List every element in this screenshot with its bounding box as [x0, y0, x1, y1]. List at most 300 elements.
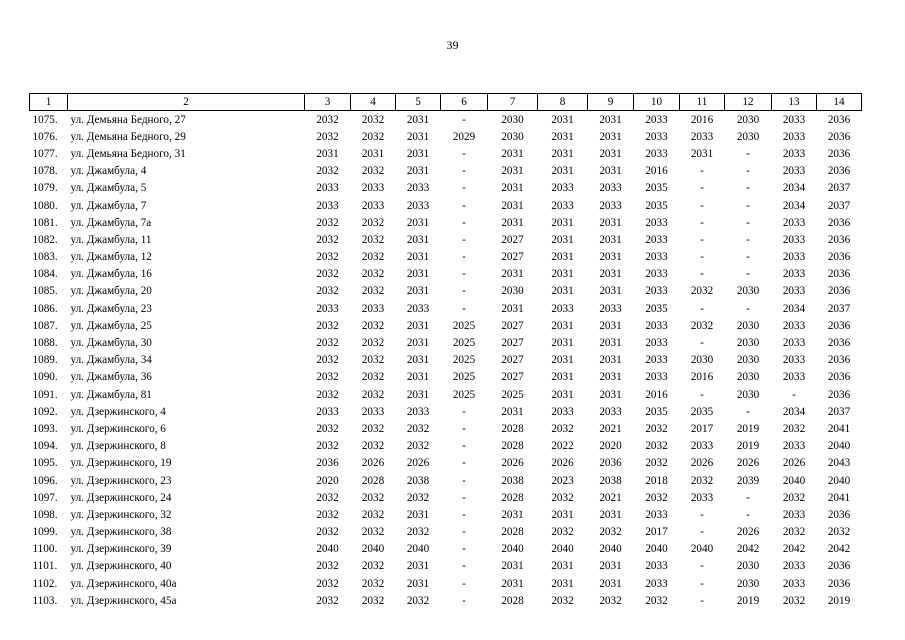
year-cell: 2033	[782, 371, 806, 384]
year-cell: 2031	[406, 560, 430, 573]
year-cell: 2030	[501, 130, 524, 143]
table-row	[30, 249, 862, 266]
address-cell: ул. Дзержинского, 6	[70, 422, 166, 435]
year-cell: -	[462, 216, 466, 229]
year-cell: 2025	[501, 388, 524, 401]
year-cell: 2033	[690, 440, 714, 453]
address-cell: ул. Джамбула, 36	[70, 371, 152, 384]
year-cell: 2033	[782, 113, 806, 126]
year-cell: 2032	[316, 251, 339, 264]
year-cell: -	[700, 233, 704, 246]
year-cell: -	[700, 508, 704, 521]
year-cell: 2032	[316, 440, 339, 453]
year-cell: 2031	[406, 577, 430, 590]
year-cell: 2040	[827, 474, 851, 487]
year-cell: 2031	[599, 216, 622, 229]
address-cell: ул. Джамбула, 34	[70, 354, 152, 367]
row-number: 1098.	[32, 508, 58, 521]
year-cell: 2033	[782, 147, 806, 160]
row-number: 1082.	[32, 233, 58, 246]
address-cell: ул. Дзержинского, 40	[70, 560, 172, 573]
column-header: 14	[817, 94, 862, 111]
year-cell: 2031	[551, 233, 574, 246]
table-row	[30, 592, 862, 609]
year-cell: 2036	[827, 560, 851, 573]
year-cell: 2033	[782, 577, 806, 590]
row-number: 1101.	[32, 560, 58, 573]
year-cell: 2033	[645, 147, 668, 160]
year-cell: 2028	[361, 474, 385, 487]
year-cell: -	[700, 337, 704, 350]
address-cell: ул. Дзержинского, 40а	[70, 577, 177, 590]
year-cell: 2032	[361, 354, 385, 367]
year-cell: 2030	[690, 354, 714, 367]
row-number: 1103.	[32, 594, 58, 607]
year-cell: 2033	[782, 319, 806, 332]
year-cell: 2031	[551, 130, 574, 143]
year-cell: 2041	[827, 491, 851, 504]
table-row	[30, 541, 862, 558]
table-row	[30, 489, 862, 506]
year-cell: 2023	[551, 474, 574, 487]
year-cell: 2032	[782, 491, 806, 504]
year-cell: 2032	[645, 457, 668, 470]
year-cell: 2036	[827, 388, 851, 401]
year-cell: 2036	[827, 371, 851, 384]
year-cell: 2027	[501, 337, 524, 350]
year-cell: 2040	[406, 543, 430, 556]
year-cell: 2032	[361, 440, 385, 453]
year-cell: 2036	[599, 457, 622, 470]
year-cell: 2033	[406, 199, 430, 212]
year-cell: 2031	[406, 268, 430, 281]
year-cell: 2032	[361, 508, 385, 521]
year-cell: 2043	[827, 457, 851, 470]
year-cell: -	[746, 199, 750, 212]
year-cell: 2040	[690, 543, 714, 556]
year-cell: 2019	[827, 594, 851, 607]
year-cell: 2032	[316, 130, 339, 143]
row-number: 1086.	[32, 302, 58, 315]
year-cell: 2017	[645, 526, 668, 539]
year-cell: 2031	[551, 371, 574, 384]
year-cell: 2032	[316, 268, 339, 281]
year-cell: 2032	[316, 319, 339, 332]
year-cell: -	[462, 285, 466, 298]
year-cell: -	[700, 199, 704, 212]
year-cell: 2039	[736, 474, 760, 487]
year-cell: 2033	[782, 165, 806, 178]
year-cell: 2035	[645, 199, 668, 212]
year-cell: -	[746, 165, 750, 178]
row-number: 1076.	[32, 130, 58, 143]
table-row	[30, 128, 862, 145]
year-cell: 2031	[406, 337, 430, 350]
year-cell: 2033	[551, 182, 574, 195]
year-cell: 2032	[316, 113, 339, 126]
year-cell: 2032	[782, 422, 806, 435]
year-cell: 2036	[827, 319, 851, 332]
year-cell: 2030	[501, 285, 524, 298]
year-cell: 2032	[361, 319, 385, 332]
year-cell: 2032	[645, 491, 668, 504]
column-header: 5	[396, 94, 441, 111]
column-header: 9	[588, 94, 634, 111]
year-cell: 2026	[736, 526, 760, 539]
year-cell: -	[462, 422, 466, 435]
year-cell: 2032	[361, 113, 385, 126]
row-number: 1077.	[32, 147, 58, 160]
year-cell: 2032	[361, 526, 385, 539]
year-cell: 2033	[782, 354, 806, 367]
year-cell: 2033	[316, 199, 339, 212]
year-cell: 2036	[827, 147, 851, 160]
table-row	[30, 369, 862, 386]
year-cell: 2031	[551, 560, 574, 573]
table-row	[30, 180, 862, 197]
year-cell: 2040	[782, 474, 806, 487]
year-cell: 2019	[736, 440, 760, 453]
address-cell: ул. Дзержинского, 24	[70, 491, 172, 504]
header-row	[30, 94, 862, 111]
year-cell: 2032	[361, 594, 385, 607]
year-cell: 2031	[551, 165, 574, 178]
year-cell: -	[746, 405, 750, 418]
address-cell: ул. Джамбула, 7а	[70, 216, 152, 229]
year-cell: 2031	[599, 577, 622, 590]
column-header: 13	[772, 94, 817, 111]
year-cell: 2031	[551, 354, 574, 367]
year-cell: 2036	[316, 457, 339, 470]
year-cell: 2025	[452, 371, 476, 384]
year-cell: 2025	[452, 319, 476, 332]
year-cell: 2033	[361, 199, 385, 212]
year-cell: 2027	[501, 251, 524, 264]
year-cell: 2019	[736, 594, 760, 607]
address-cell: ул. Дзержинского, 38	[70, 526, 172, 539]
year-cell: 2031	[316, 147, 339, 160]
year-cell: 2031	[599, 354, 622, 367]
year-cell: 2031	[551, 388, 574, 401]
year-cell: -	[700, 388, 704, 401]
year-cell: 2033	[645, 113, 668, 126]
year-cell: 2031	[599, 319, 622, 332]
address-cell: ул. Джамбула, 23	[70, 302, 152, 315]
year-cell: 2032	[551, 491, 574, 504]
table-row	[30, 438, 862, 455]
year-cell: 2040	[361, 543, 385, 556]
year-cell: -	[746, 302, 750, 315]
year-cell: 2033	[645, 319, 668, 332]
year-cell: -	[746, 147, 750, 160]
year-cell: 2031	[599, 337, 622, 350]
year-cell: 2032	[316, 388, 339, 401]
year-cell: -	[462, 165, 466, 178]
year-cell: 2026	[361, 457, 385, 470]
year-cell: 2031	[501, 302, 524, 315]
address-cell: ул. Демьяна Бедного, 31	[70, 147, 186, 160]
year-cell: 2025	[452, 388, 476, 401]
year-cell: 2031	[551, 147, 574, 160]
year-cell: 2030	[736, 354, 760, 367]
year-cell: 2033	[316, 302, 339, 315]
year-cell: -	[700, 560, 704, 573]
year-cell: 2035	[645, 405, 668, 418]
year-cell: 2018	[645, 474, 668, 487]
year-cell: 2025	[452, 337, 476, 350]
year-cell: 2031	[551, 216, 574, 229]
year-cell: 2032	[827, 526, 851, 539]
year-cell: 2028	[501, 440, 524, 453]
year-cell: 2032	[316, 560, 339, 573]
year-cell: 2032	[599, 526, 622, 539]
year-cell: -	[462, 302, 466, 315]
table-row	[30, 403, 862, 420]
column-header: 4	[351, 94, 396, 111]
address-cell: ул. Дзержинского, 4	[70, 405, 166, 418]
year-cell: 2032	[406, 440, 430, 453]
year-cell: -	[700, 165, 704, 178]
year-cell: 2031	[406, 319, 430, 332]
year-cell: 2031	[551, 285, 574, 298]
year-cell: 2031	[599, 508, 622, 521]
year-cell: 2040	[645, 543, 668, 556]
year-cell: 2031	[406, 508, 430, 521]
year-cell: -	[462, 577, 466, 590]
column-header: 1	[30, 94, 68, 111]
year-cell: 2030	[736, 560, 760, 573]
year-cell: 2032	[406, 491, 430, 504]
year-cell: 2031	[501, 508, 524, 521]
year-cell: 2032	[645, 422, 668, 435]
column-header: 10	[634, 94, 680, 111]
row-number: 1102.	[32, 577, 58, 590]
table-body	[30, 111, 862, 610]
year-cell: 2028	[501, 422, 524, 435]
year-cell: -	[700, 302, 704, 315]
year-cell: 2033	[645, 130, 668, 143]
year-cell: 2031	[501, 560, 524, 573]
year-cell: -	[792, 388, 796, 401]
year-cell: 2033	[551, 199, 574, 212]
year-cell: 2029	[452, 130, 476, 143]
year-cell: 2032	[316, 526, 339, 539]
row-number: 1079.	[32, 182, 58, 195]
year-cell: 2026	[406, 457, 430, 470]
table-row	[30, 214, 862, 231]
table-row	[30, 283, 862, 300]
year-cell: 2033	[782, 440, 806, 453]
year-cell: 2031	[551, 337, 574, 350]
year-cell: 2032	[316, 337, 339, 350]
year-cell: 2028	[501, 491, 524, 504]
address-cell: ул. Джамбула, 81	[70, 388, 152, 401]
year-cell: 2032	[316, 594, 339, 607]
table-row	[30, 352, 862, 369]
year-cell: 2031	[501, 216, 524, 229]
table-row	[30, 524, 862, 541]
year-cell: -	[462, 594, 466, 607]
year-cell: 2021	[599, 422, 622, 435]
year-cell: -	[462, 251, 466, 264]
year-cell: 2031	[551, 251, 574, 264]
table-row	[30, 231, 862, 248]
year-cell: 2031	[406, 354, 430, 367]
row-number: 1080.	[32, 199, 58, 212]
column-header: 11	[680, 94, 725, 111]
row-number: 1090.	[32, 371, 58, 384]
column-header: 2	[68, 94, 305, 111]
year-cell: 2033	[599, 199, 622, 212]
address-cell: ул. Дзержинского, 23	[70, 474, 172, 487]
year-cell: 2033	[782, 130, 806, 143]
year-cell: 2033	[782, 285, 806, 298]
year-cell: 2030	[736, 113, 760, 126]
column-header: 6	[441, 94, 488, 111]
year-cell: 2031	[551, 319, 574, 332]
year-cell: 2036	[827, 354, 851, 367]
year-cell: -	[700, 268, 704, 281]
year-cell: 2031	[599, 251, 622, 264]
address-cell: ул. Джамбула, 20	[70, 285, 152, 298]
year-cell: 2032	[361, 388, 385, 401]
year-cell: 2033	[361, 405, 385, 418]
year-cell: 2026	[551, 457, 574, 470]
year-cell: 2033	[599, 405, 622, 418]
year-cell: 2036	[827, 216, 851, 229]
row-number: 1089.	[32, 354, 58, 367]
year-cell: 2042	[736, 543, 760, 556]
year-cell: 2027	[501, 233, 524, 246]
row-number: 1093.	[32, 422, 58, 435]
year-cell: 2031	[406, 388, 430, 401]
year-cell: 2030	[736, 130, 760, 143]
year-cell: 2031	[501, 165, 524, 178]
row-number: 1100.	[32, 543, 58, 556]
address-cell: ул. Дзержинского, 45а	[70, 594, 177, 607]
year-cell: 2033	[645, 337, 668, 350]
year-cell: 2032	[361, 560, 385, 573]
year-cell: 2016	[645, 165, 668, 178]
year-cell: 2016	[690, 113, 714, 126]
year-cell: 2033	[551, 302, 574, 315]
year-cell: 2032	[361, 422, 385, 435]
year-cell: -	[462, 491, 466, 504]
row-number: 1075.	[32, 113, 58, 126]
year-cell: 2036	[827, 577, 851, 590]
year-cell: 2031	[406, 165, 430, 178]
year-cell: 2032	[361, 491, 385, 504]
year-cell: 2038	[599, 474, 622, 487]
table-row	[30, 386, 862, 403]
row-number: 1087.	[32, 319, 58, 332]
year-cell: 2034	[782, 199, 806, 212]
year-cell: 2031	[599, 147, 622, 160]
year-cell: 2030	[736, 371, 760, 384]
year-cell: 2040	[316, 543, 339, 556]
year-cell: -	[700, 216, 704, 229]
address-cell: ул. Джамбула, 7	[70, 199, 147, 212]
year-cell: 2032	[316, 577, 339, 590]
year-cell: 2020	[316, 474, 339, 487]
address-cell: ул. Джамбула, 30	[70, 337, 152, 350]
year-cell: 2030	[736, 388, 760, 401]
year-cell: 2033	[645, 216, 668, 229]
year-cell: 2026	[782, 457, 806, 470]
year-cell: 2036	[827, 285, 851, 298]
year-cell: 2031	[501, 182, 524, 195]
year-cell: 2031	[551, 577, 574, 590]
year-cell: 2035	[645, 302, 668, 315]
year-cell: -	[462, 457, 466, 470]
year-cell: 2040	[501, 543, 524, 556]
address-cell: ул. Дзержинского, 32	[70, 508, 172, 521]
year-cell: 2033	[782, 337, 806, 350]
year-cell: 2033	[316, 182, 339, 195]
year-cell: 2033	[690, 130, 714, 143]
year-cell: 2032	[551, 422, 574, 435]
year-cell: 2026	[736, 457, 760, 470]
row-number: 1092.	[32, 405, 58, 418]
year-cell: 2032	[599, 594, 622, 607]
year-cell: 2033	[645, 577, 668, 590]
year-cell: 2031	[501, 268, 524, 281]
row-number: 1095.	[32, 457, 58, 470]
year-cell: 2032	[406, 422, 430, 435]
year-cell: 2033	[406, 182, 430, 195]
year-cell: 2033	[316, 405, 339, 418]
year-cell: 2033	[599, 182, 622, 195]
year-cell: 2032	[551, 526, 574, 539]
year-cell: 2031	[406, 285, 430, 298]
year-cell: 2035	[645, 182, 668, 195]
year-cell: 2033	[782, 268, 806, 281]
year-cell: 2032	[690, 474, 714, 487]
year-cell: 2031	[361, 147, 385, 160]
address-cell: ул. Дзержинского, 8	[70, 440, 166, 453]
column-header: 12	[725, 94, 772, 111]
year-cell: 2032	[316, 285, 339, 298]
year-cell: 2032	[361, 165, 385, 178]
year-cell: 2020	[599, 440, 622, 453]
year-cell: 2033	[406, 302, 430, 315]
year-cell: -	[462, 440, 466, 453]
year-cell: -	[462, 508, 466, 521]
year-cell: 2026	[501, 457, 524, 470]
address-cell: ул. Джамбула, 11	[70, 233, 152, 246]
table-row	[30, 334, 862, 351]
year-cell: 2031	[551, 268, 574, 281]
address-cell: ул. Джамбула, 5	[70, 182, 147, 195]
year-cell: 2034	[782, 302, 806, 315]
row-number: 1096.	[32, 474, 58, 487]
year-cell: 2033	[782, 251, 806, 264]
year-cell: -	[462, 474, 466, 487]
year-cell: 2031	[501, 405, 524, 418]
year-cell: 2032	[361, 371, 385, 384]
year-cell: 2036	[827, 165, 851, 178]
row-number: 1099.	[32, 526, 58, 539]
row-number: 1085.	[32, 285, 58, 298]
year-cell: 2042	[827, 543, 851, 556]
year-cell: 2021	[599, 491, 622, 504]
table-row	[30, 300, 862, 317]
table-row	[30, 506, 862, 523]
column-header: 7	[488, 94, 538, 111]
year-cell: 2031	[551, 113, 574, 126]
year-cell: -	[700, 182, 704, 195]
year-cell: 2041	[827, 422, 851, 435]
